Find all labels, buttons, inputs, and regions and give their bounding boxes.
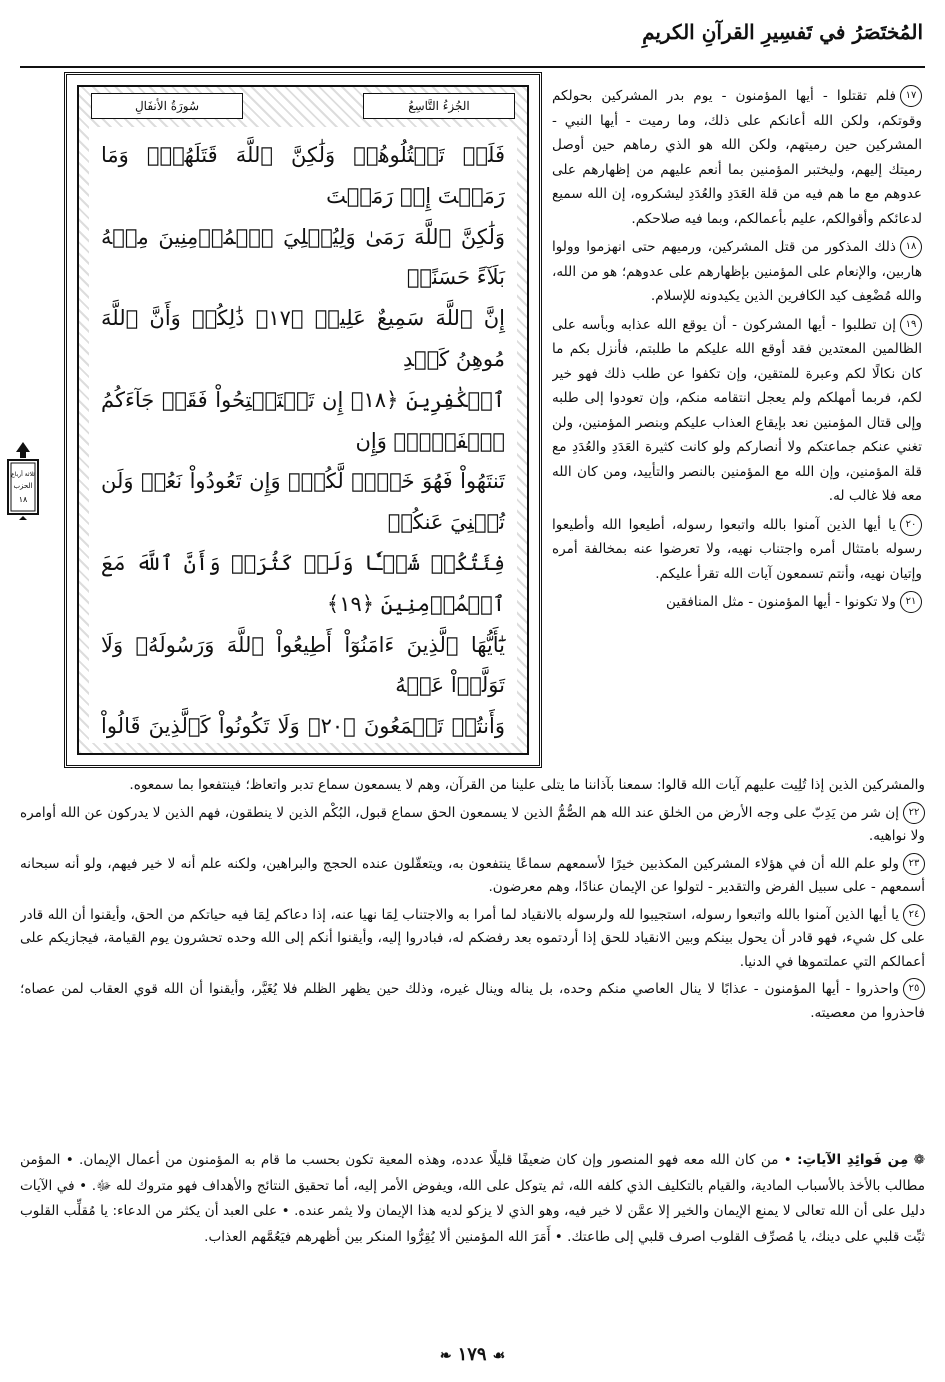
tafsir-paragraph (552, 590, 922, 615)
verse-number-badge: ٢٠ (900, 514, 922, 536)
verse-number-badge: ١٧ (900, 85, 922, 107)
tafsir-paragraph (20, 978, 925, 1025)
tafsir-paragraph (552, 513, 922, 587)
verse-number-badge: ٢٤ (903, 904, 925, 926)
juz-name-label: الجُزءُ التَّاسِعُ (363, 93, 515, 119)
tafsir-text: والمشركين الذين إذا تُلِيت عليهم آيات الله قالوا: سمعنا بآذاننا ما يتلى علينا من القرآن، وهم لا يسمعون سماع تدبر واتعاظ؛ فينتفعوا بما سمعوه. (129, 777, 925, 793)
hizb-line2: الحزب (13, 482, 33, 490)
tafsir-text: ولو علم الله أن في هؤلاء المشركين المكذبين خيرًا لأسمعهم سماعًا ينتفعون به، ويتعقّلون عنده الحجج والبراهين، ولكنه علم أنه لا خير فيهم، ولو أنه سبحانه أسمعهم - على سبيل الفرض والتقدير - لتولوا عن الإيمان عنادًا، وهم معرضون. (20, 855, 925, 895)
tafsir-paragraph (552, 313, 922, 509)
verse-number-badge: ١٩ (900, 314, 922, 336)
benefits-section (20, 1148, 925, 1334)
verse-number-badge: ١٨ (900, 236, 922, 258)
tafsir-paragraph (20, 904, 925, 975)
header-divider (20, 66, 925, 68)
quran-line: تَنتَهُواْ فَهُوَ خَيۡرٞ لَّكُمۡۖ وَإِن تَعُودُواْ نَعُدۡ وَلَن تُغۡنِيَ عَنكُمۡ (101, 469, 505, 535)
tafsir-text: ذلك المذكور من قتل المشركين، ورميهم حتى انهزموا وولوا هاربين، والإنعام على المؤمنين بإظهارهم على عدوهم؛ هو من الله، والله مُضْعِف كيد الكافرين الذين يكيدونه للإسلام. (552, 239, 922, 304)
verse-number-badge: ٢٥ (903, 978, 925, 1000)
header-title: المُختَصَرُ في تَفسِيرِ القرآنِ الكريمِ (642, 20, 923, 44)
quran-line: إِنَّ ٱللَّهَ سَمِيعٌ عَلِيمٞ ﴿١٧﴾ ذَٰلِكُمۡ وَأَنَّ ٱللَّهَ مُوهِنُ كَيۡدِ (101, 306, 506, 371)
tafsir-paragraph (552, 84, 922, 231)
quran-ornament-border (77, 85, 529, 755)
flourish-icon: ☙ (492, 1348, 506, 1364)
hizb-line1: ثلاثة أرباع (11, 471, 35, 478)
benefits-heading: مِن فَوائِدِ الآياتِ: (797, 1152, 909, 1168)
quran-line: فِئَتُكُمۡ شَيۡـٔٗا وَلَوۡ كَثُرَتۡ وَأَنَّ ٱللَّهَ مَعَ ٱلۡمُؤۡمِنِينَ ﴿١٩﴾ (101, 550, 505, 616)
quran-line: ٱلۡكَٰفِرِينَ ﴿١٨﴾ إِن تَسۡتَفۡتِحُواْ فَقَدۡ جَآءَكُمُ ٱلۡفَتۡحُۖ وَإِن (101, 387, 505, 453)
tafsir-text: إن شر من يَدِبّ على وجه الأرض من الخلق عند الله هم الصُّمُّ الذين لا يسمعون الحق سماع قبول، البُكْم الذين لا ينطقون، فهم الذين لا يدركون عن الله أوامره ولا نواهيه. (20, 804, 925, 844)
quran-frame (64, 72, 542, 768)
tafsir-full-width (20, 774, 925, 1134)
tafsir-paragraph (20, 802, 925, 849)
tafsir-text: واحذروا - أيها المؤمنون - عذابًا لا ينال العاصي منكم وحده، بل يناله وينال غيره، وذلك حين يظهر الظلم فلا يُغَيَّر، وأيقنوا أن الله قوي العقاب لمن عصاه؛ فاحذروا من معصيته. (20, 981, 925, 1021)
tafsir-text: فلم تقتلوا - أيها المؤمنون - يوم بدر المشركين بحولكم وقوتكم، ولكن الله أعانكم على ذلك، وما رميت - أيها النبي - المشركين حين رميتهم، ولكن الله هو الذي رماهم حين أوصل رميتك إليهم، وليختبر المؤمنين بما أنعم عليهم من إظهارهم على عدوهم مع ما هم فيه من قلة العَدَدِ والعُدَدِ ليشكروه، إن الله سميع لدعائكم وأقوالكم، عليم بأعمالكم، وبما فيه صلاحكم. (552, 88, 922, 227)
quran-line: فَلَمۡ تَقۡتُلُوهُمۡ وَلَٰكِنَّ ٱللَّهَ قَتَلَهُمۡۚ وَمَا رَمَيۡتَ إِذۡ رَمَيۡتَ (101, 143, 505, 208)
hizb-number: ١٨ (18, 495, 28, 504)
tafsir-text: يا أيها الذين آمنوا بالله واتبعوا رسوله، أطيعوا الله وأطيعوا رسوله بامتثال أمره واجتناب نهيه، ولا تعرضوا عنه بمخالفة أمره وإتيان نهيه، وأنتم تسمعون آيات الله تقرأ عليكم. (552, 516, 922, 582)
flourish-icon: ❧ (439, 1348, 452, 1364)
benefits-text: • من كان الله معه فهو المنصور وإن كان ضعيفًا قليلًا عدده، وهذه المعية تكون بحسب ما قام به المؤمنون من أعمال الإيمان. • المؤمن مطالب بالأخذ بالأسباب المادية، والقيام بالتكليف الذي كلفه الله، ثم يتوكل على الله، ويفوض الأمر إليه، أما تحقيق النتائج والأهداف فهو متروك لله ﷻ. • في الآيات دليل على أن الله تعالى لا يمنع الإيمان والخير إلا عمَّن لا خير فيه، وهو الذي لا يزكو لديه هذا الإيمان ولا يثمر عنده. • على العبد أن يكثر من الدعاء: يا مُقلِّب القلوب ثبِّت قلبي على دينك، يا مُصرِّف القلوب اصرف قلبي إلى طاعتك. • أَمَرَ الله المؤمنين ألا يُقِرُّوا المنكر بين أظهرهم فيَعُمَّهم العذاب. (20, 1152, 925, 1245)
tafsir-paragraph (20, 853, 925, 900)
benefits-star-icon: ❁ (908, 1152, 925, 1168)
verse-number-badge: ٢٢ (903, 802, 925, 824)
tafsir-text: يا أيها الذين آمنوا بالله واتبعوا رسوله، استجيبوا لله ولرسوله بالانقياد لما أمرا به والاجتناب لِمَا نهيا عنه، إذا دعاكم لِمَا فيه حياتكم من الحق، وأيقنوا أن الله قادر على كل شيء، فهو قادر أن يحول بينكم وبين الانقياد للحق إذا أردتموه بعد رفضكم له، فبادروا إليه، وأيقنوا أنكم إلى الله وحده تحشرون يوم القيامة، فيجازيكم على أعمالكم التي عملتموها في الدنيا. (20, 906, 925, 970)
quran-text-block (89, 127, 517, 743)
quran-line: وَلَٰكِنَّ ٱللَّهَ رَمَىٰ وَلِيُبۡلِيَ ٱلۡمُؤۡمِنِينَ مِنۡهُ بَلَآءً حَسَنًاۚ (101, 224, 505, 290)
verse-number-badge: ٢١ (900, 591, 922, 613)
tafsir-text: إن تطلبوا - أيها المشركون - أن يوقع الله عذابه وبأسه على الظالمين المعتدين فقد أوقع الله عليكم ما طلبتم، فأنزل بكم ما كان نكالًا لكم وعبرة للمتقين، وإن تكفوا عن طلب ذلك فهو خير لكم، فربما أمهلكم ولم يعجل انتقامه منكم، وإن تعودوا إلى طلبه وإلى قتال المؤمنين نعد بإيقاع العذاب عليكم وبنصر المؤمنين، ولن تغني عنكم جماعتكم ولا أنصاركم ولو كانت كثيرة العَدَدِ والعُدَدِ مع قلة المؤمنين، وإن الله مع المؤمنين بالنصر والتأييد، ومن كان الله معه فلا غالب له. (552, 316, 922, 504)
quran-line: يَٰٓأَيُّهَا ٱلَّذِينَ ءَامَنُوٓاْ أَطِيعُواْ ٱللَّهَ وَرَسُولَهُۥ وَلَا تَوَلَّوۡاْ عَنۡهُ (101, 632, 505, 698)
page-number-value: ١٧٩ (457, 1344, 487, 1365)
verse-number-badge: ٢٣ (903, 853, 925, 875)
tafsir-paragraph (20, 774, 925, 798)
page-number (0, 1344, 945, 1365)
tafsir-side-column (552, 84, 922, 774)
hizb-marker (4, 440, 42, 520)
hizb-ornament-icon (4, 440, 42, 520)
surah-name-label: سُورَةُ الأنفَالِ (91, 93, 243, 119)
tafsir-text: ولا تكونوا - أيها المؤمنون - مثل المنافقين (666, 594, 896, 610)
quran-line: وَأَنتُمۡ تَسۡمَعُونَ ﴿٢٠﴾ وَلَا تَكُونُواْ كَٱلَّذِينَ قَالُواْ (101, 714, 506, 739)
tafsir-paragraph (552, 235, 922, 309)
